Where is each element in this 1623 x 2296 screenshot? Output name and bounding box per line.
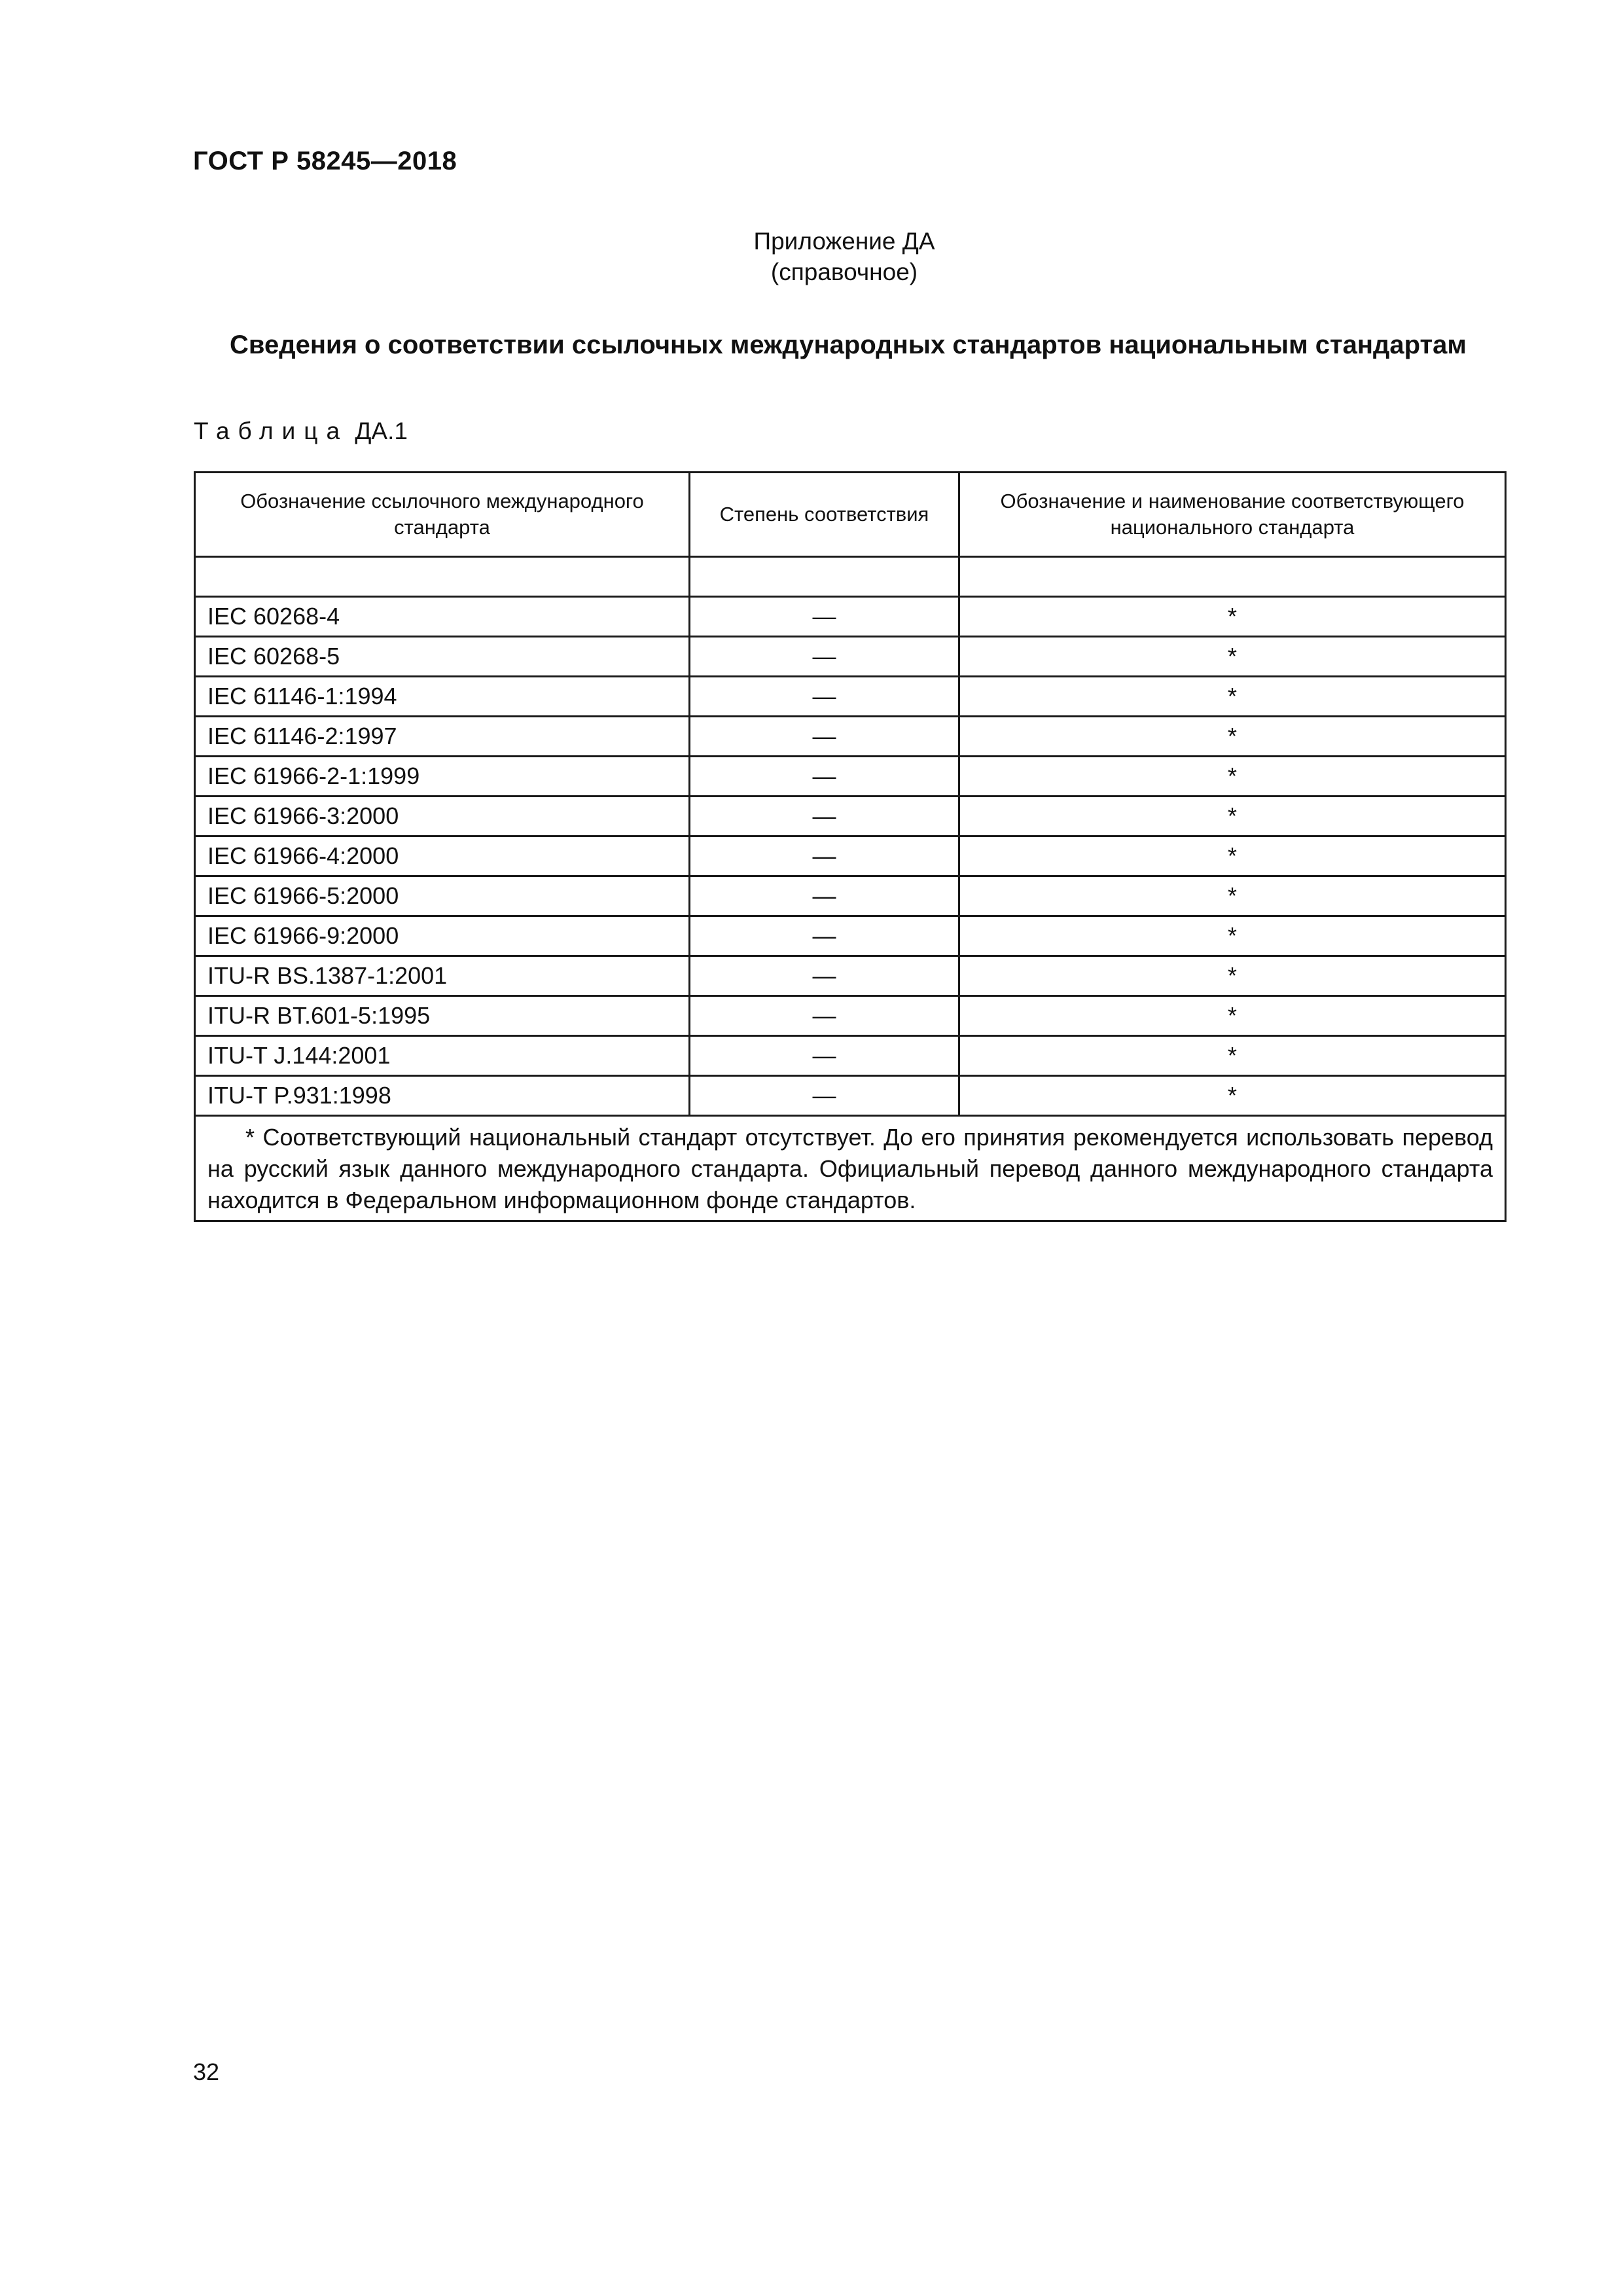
table-footnote-row [195,1116,1506,1221]
cell-international-standard: IEC 61966-9:2000 [195,916,690,956]
cell-degree: — [690,1036,959,1076]
cell-international-standard: IEC 61966-2-1:1999 [195,757,690,797]
table-row [195,916,1506,956]
table-row [195,757,1506,797]
cell-national-standard: * [959,717,1506,757]
cell-degree: — [690,956,959,996]
cell-degree: — [690,996,959,1036]
cell-degree: — [690,717,959,757]
cell-international-standard: ITU-T P.931:1998 [195,1076,690,1116]
header-separator [195,557,1506,597]
correspondence-table [194,471,1507,1222]
cell-degree: — [690,876,959,916]
cell-international-standard: IEC 60268-5 [195,637,690,677]
table-row [195,1076,1506,1116]
cell-international-standard: ITU-R BS.1387-1:2001 [195,956,690,996]
page-number: 32 [193,2058,220,2085]
cell-national-standard: * [959,1036,1506,1076]
cell-national-standard: * [959,797,1506,836]
cell-national-standard: * [959,597,1506,637]
cell-international-standard: IEC 61146-1:1994 [195,677,690,717]
table-row [195,956,1506,996]
table-row [195,797,1506,836]
cell-national-standard: * [959,956,1506,996]
table-row [195,876,1506,916]
cell-national-standard: * [959,876,1506,916]
cell-national-standard: * [959,1076,1506,1116]
column-header-national-standard: Обозначение и наименование соответствующего национального стандарта [959,473,1506,557]
table-caption [194,418,408,445]
cell-degree: — [690,797,959,836]
cell-degree: — [690,1076,959,1116]
table-caption-word: Таблица [194,418,349,444]
table-row [195,996,1506,1036]
cell-national-standard: * [959,916,1506,956]
document-code: ГОСТ Р 58245—2018 [193,147,457,175]
appendix-type: (справочное) [770,259,918,285]
table-row [195,677,1506,717]
table-row [195,717,1506,757]
cell-degree: — [690,757,959,797]
cell-national-standard: * [959,677,1506,717]
cell-national-standard: * [959,637,1506,677]
cell-international-standard: IEC 61146-2:1997 [195,717,690,757]
cell-international-standard: IEC 61966-5:2000 [195,876,690,916]
table-row [195,637,1506,677]
cell-national-standard: * [959,757,1506,797]
table-row [195,597,1506,637]
cell-degree: — [690,836,959,876]
section-title: Сведения о соответствии ссылочных международных стандартов национальным стандартам [230,331,1467,359]
cell-international-standard: IEC 60268-4 [195,597,690,637]
cell-degree: — [690,637,959,677]
table-header-row [195,473,1506,557]
appendix-title: Приложение ДА [753,228,935,255]
column-header-degree: Степень соответствия [690,473,959,557]
cell-national-standard: * [959,836,1506,876]
cell-degree: — [690,597,959,637]
cell-degree: — [690,677,959,717]
table-caption-number: ДА.1 [355,418,408,444]
table-row [195,836,1506,876]
column-header-international-standard: Обозначение ссылочного международного стандарта [195,473,690,557]
table-footnote: * Соответствующий национальный стандарт отсутствует. До его принятия рекомендуется использовать перевод на русский язык данного международного стандарта. Официальный перевод данного международного стандарта находится в Федеральном информационном фонде стандартов. [195,1116,1506,1221]
cell-international-standard: ITU-T J.144:2001 [195,1036,690,1076]
cell-international-standard: IEC 61966-3:2000 [195,797,690,836]
appendix-heading [0,226,1623,287]
table-row [195,1036,1506,1076]
cell-national-standard: * [959,996,1506,1036]
table-body [195,557,1506,1221]
cell-international-standard: ITU-R BT.601-5:1995 [195,996,690,1036]
cell-international-standard: IEC 61966-4:2000 [195,836,690,876]
cell-degree: — [690,916,959,956]
